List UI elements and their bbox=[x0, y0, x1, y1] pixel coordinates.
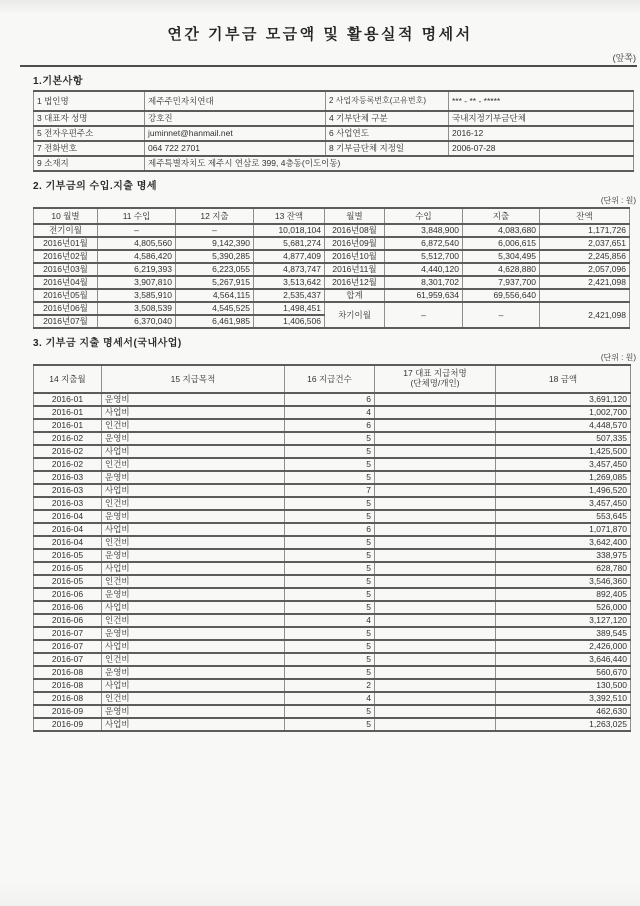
expense-month-cell: 2016-09 bbox=[34, 705, 102, 718]
expense-month-cell: 2016-02 bbox=[34, 445, 102, 458]
field-label-fiscal-year: 6 사업연도 bbox=[326, 126, 449, 141]
expense-row bbox=[34, 419, 631, 432]
expense-count-cell: 5 bbox=[285, 705, 375, 718]
expense-amount-cell: 3,457,450 bbox=[496, 458, 631, 471]
field-value-email: juminnet@hanmail.net bbox=[145, 126, 326, 141]
col-header-payee-line2: (단체명/개인) bbox=[410, 378, 460, 388]
field-label-phone: 7 전화번호 bbox=[34, 141, 145, 156]
total-balance-cell bbox=[540, 289, 630, 302]
income-cell: 3,508,539 bbox=[98, 302, 176, 315]
expense-row bbox=[34, 523, 631, 536]
expense-row bbox=[34, 549, 631, 562]
expense-month-cell: 2016-03 bbox=[34, 484, 102, 497]
col-header-payee-line1: 17 대표 지급처명 bbox=[403, 368, 467, 379]
expense-month-cell: 2016-01 bbox=[34, 406, 102, 419]
expense-cell: 5,267,915 bbox=[176, 276, 254, 289]
expense-payee-cell bbox=[375, 536, 496, 549]
field-label-email: 5 전자우편주소 bbox=[34, 126, 145, 141]
balance-cell: 4,873,747 bbox=[254, 263, 325, 276]
expense-payee-cell bbox=[375, 562, 496, 575]
income-cell: 3,585,910 bbox=[98, 289, 176, 302]
expense-payee-cell bbox=[375, 666, 496, 679]
expense-amount-cell: 338,975 bbox=[496, 549, 631, 562]
expense-payee-cell bbox=[375, 523, 496, 536]
expense-purpose-cell: 사업비 bbox=[102, 445, 285, 458]
expense-payee-cell bbox=[375, 588, 496, 601]
expense-month-cell: 2016-06 bbox=[34, 614, 102, 627]
expense-amount-cell: 2,426,000 bbox=[496, 640, 631, 653]
col-header-expense2: 지출 bbox=[463, 208, 540, 224]
expense-month-cell: 2016-08 bbox=[34, 679, 102, 692]
income-cell: 4,440,120 bbox=[385, 263, 463, 276]
expense-cell: 4,545,525 bbox=[176, 302, 254, 315]
expense-row bbox=[34, 445, 631, 458]
expense-row bbox=[34, 718, 631, 731]
expense-count-cell: 6 bbox=[285, 523, 375, 536]
expense-count-cell: 4 bbox=[285, 614, 375, 627]
expense-purpose-cell: 인건비 bbox=[102, 419, 285, 432]
col-header-month2: 월별 bbox=[325, 208, 385, 224]
balance-cell: 3,513,642 bbox=[254, 276, 325, 289]
month-cell: 2016년11월 bbox=[325, 263, 385, 276]
basic-info-table bbox=[33, 90, 634, 172]
expense-amount-cell: 892,405 bbox=[496, 588, 631, 601]
expense-month-cell: 2016-04 bbox=[34, 510, 102, 523]
expense-row bbox=[34, 666, 631, 679]
monthly-row bbox=[34, 224, 630, 237]
expense-month-cell: 2016-03 bbox=[34, 471, 102, 484]
month-cell: 2016년12월 bbox=[325, 276, 385, 289]
expense-count-cell: 6 bbox=[285, 393, 375, 406]
expense-month-cell: 2016-02 bbox=[34, 458, 102, 471]
expense-amount-cell: 1,263,025 bbox=[496, 718, 631, 731]
expense-amount-cell: 462,630 bbox=[496, 705, 631, 718]
month-cell: 2016년03월 bbox=[34, 263, 98, 276]
balance-cell: 1,498,451 bbox=[254, 302, 325, 315]
col-header-income: 11 수입 bbox=[98, 208, 176, 224]
expense-count-cell: 7 bbox=[285, 484, 375, 497]
expense-row bbox=[34, 497, 631, 510]
expense-cell: 7,937,700 bbox=[463, 276, 540, 289]
basic-info-heading: 1.기본사항 bbox=[33, 76, 83, 87]
expense-purpose-cell: 인건비 bbox=[102, 575, 285, 588]
expense-row bbox=[34, 510, 631, 523]
expense-amount-cell: 3,392,510 bbox=[496, 692, 631, 705]
col-header-month: 10 월별 bbox=[34, 208, 98, 224]
expense-payee-cell bbox=[375, 445, 496, 458]
expense-payee-cell bbox=[375, 393, 496, 406]
expense-month-cell: 2016-04 bbox=[34, 523, 102, 536]
income-cell: – bbox=[98, 224, 176, 237]
expense-cell: 5,390,285 bbox=[176, 250, 254, 263]
income-cell: 5,512,700 bbox=[385, 250, 463, 263]
expense-month-cell: 2016-06 bbox=[34, 588, 102, 601]
balance-cell: 2,421,098 bbox=[540, 276, 630, 289]
expense-month-cell: 2016-06 bbox=[34, 601, 102, 614]
expense-payee-cell bbox=[375, 601, 496, 614]
expense-row bbox=[34, 588, 631, 601]
expense-count-cell: 5 bbox=[285, 575, 375, 588]
expense-payee-cell bbox=[375, 471, 496, 484]
expense-cell: 4,628,880 bbox=[463, 263, 540, 276]
expense-row bbox=[34, 653, 631, 666]
expense-amount-cell: 553,645 bbox=[496, 510, 631, 523]
balance-cell: 1,171,726 bbox=[540, 224, 630, 237]
expense-month-cell: 2016-09 bbox=[34, 718, 102, 731]
income-cell: 4,586,420 bbox=[98, 250, 176, 263]
expense-month-cell: 2016-05 bbox=[34, 549, 102, 562]
month-cell: 2016년10월 bbox=[325, 250, 385, 263]
expense-payee-cell bbox=[375, 679, 496, 692]
expense-month-cell: 2016-05 bbox=[34, 575, 102, 588]
field-label-biz-reg-no: 2 사업자등록번호(고유번호) bbox=[326, 91, 449, 111]
income-cell: 6,370,040 bbox=[98, 315, 176, 328]
expense-month-cell: 2016-08 bbox=[34, 666, 102, 679]
expense-month-cell: 2016-03 bbox=[34, 497, 102, 510]
income-cell: 6,219,393 bbox=[98, 263, 176, 276]
col-header-purpose: 15 지급목적 bbox=[102, 365, 285, 393]
expense-count-cell: 5 bbox=[285, 562, 375, 575]
expense-month-cell: 2016-08 bbox=[34, 692, 102, 705]
field-value-biz-reg-no: *** - ** - ***** bbox=[449, 91, 634, 111]
expense-month-cell: 2016-07 bbox=[34, 627, 102, 640]
expense-row bbox=[34, 458, 631, 471]
expense-cell: 6,223,055 bbox=[176, 263, 254, 276]
expense-purpose-cell: 인건비 bbox=[102, 497, 285, 510]
expense-payee-cell bbox=[375, 614, 496, 627]
income-cell: 6,872,540 bbox=[385, 237, 463, 250]
balance-cell: 2,245,856 bbox=[540, 250, 630, 263]
month-cell: 2016년02월 bbox=[34, 250, 98, 263]
total-label-cell: 합계 bbox=[325, 289, 385, 302]
expense-row bbox=[34, 614, 631, 627]
field-label-org-type: 4 기부단체 구분 bbox=[326, 111, 449, 126]
expense-purpose-cell: 운영비 bbox=[102, 432, 285, 445]
expense-cell: 6,461,985 bbox=[176, 315, 254, 328]
expense-cell: 4,564,115 bbox=[176, 289, 254, 302]
total-expense-cell: 69,556,640 bbox=[463, 289, 540, 302]
expense-month-cell: 2016-04 bbox=[34, 536, 102, 549]
expense-row bbox=[34, 536, 631, 549]
balance-cell: 1,406,506 bbox=[254, 315, 325, 328]
expense-count-cell: 5 bbox=[285, 601, 375, 614]
expense-payee-cell bbox=[375, 497, 496, 510]
basic-row bbox=[34, 111, 634, 126]
unit-label-monthly: (단위 : 원) bbox=[600, 196, 636, 205]
basic-row bbox=[34, 91, 634, 111]
field-label-address: 9 소재지 bbox=[34, 156, 145, 171]
income-cell: 3,907,810 bbox=[98, 276, 176, 289]
expense-payee-cell bbox=[375, 549, 496, 562]
expense-cell: 4,083,680 bbox=[463, 224, 540, 237]
expense-amount-cell: 1,496,520 bbox=[496, 484, 631, 497]
month-cell: 전기이월 bbox=[34, 224, 98, 237]
expense-count-cell: 5 bbox=[285, 536, 375, 549]
field-label-representative: 3 대표자 성명 bbox=[34, 111, 145, 126]
expense-row bbox=[34, 575, 631, 588]
monthly-row bbox=[34, 250, 630, 263]
balance-cell: 4,877,409 bbox=[254, 250, 325, 263]
expense-payee-cell bbox=[375, 627, 496, 640]
expense-purpose-cell: 사업비 bbox=[102, 484, 285, 497]
expense-count-cell: 5 bbox=[285, 497, 375, 510]
carryover-expense-cell: – bbox=[463, 302, 540, 328]
expense-purpose-cell: 사업비 bbox=[102, 406, 285, 419]
expense-detail-table bbox=[33, 364, 631, 732]
expense-purpose-cell: 운영비 bbox=[102, 510, 285, 523]
monthly-row bbox=[34, 237, 630, 250]
expense-purpose-cell: 인건비 bbox=[102, 692, 285, 705]
expense-purpose-cell: 운영비 bbox=[102, 471, 285, 484]
basic-row bbox=[34, 156, 634, 171]
field-value-representative: 강호진 bbox=[145, 111, 326, 126]
expense-cell: 9,142,390 bbox=[176, 237, 254, 250]
col-header-expense-month: 14 지출월 bbox=[34, 365, 102, 393]
expense-count-cell: 5 bbox=[285, 445, 375, 458]
field-value-corp-name: 제주주민자치연대 bbox=[145, 91, 326, 111]
expense-row bbox=[34, 406, 631, 419]
expense-payee-cell bbox=[375, 653, 496, 666]
col-header-balance2: 잔액 bbox=[540, 208, 630, 224]
expense-purpose-cell: 운영비 bbox=[102, 705, 285, 718]
expense-row bbox=[34, 640, 631, 653]
expense-amount-cell: 628,780 bbox=[496, 562, 631, 575]
expense-payee-cell bbox=[375, 510, 496, 523]
expense-purpose-cell: 사업비 bbox=[102, 640, 285, 653]
expense-amount-cell: 560,670 bbox=[496, 666, 631, 679]
income-cell: 8,301,702 bbox=[385, 276, 463, 289]
expense-amount-cell: 3,646,440 bbox=[496, 653, 631, 666]
expense-count-cell: 2 bbox=[285, 679, 375, 692]
month-cell: 2016년01월 bbox=[34, 237, 98, 250]
field-value-org-type: 국내지정기부금단체 bbox=[449, 111, 634, 126]
expense-count-cell: 5 bbox=[285, 588, 375, 601]
basic-row bbox=[34, 126, 634, 141]
expense-cell: 5,304,495 bbox=[463, 250, 540, 263]
expense-payee-cell bbox=[375, 406, 496, 419]
expense-cell: – bbox=[176, 224, 254, 237]
expense-count-cell: 5 bbox=[285, 510, 375, 523]
col-header-expense: 12 지출 bbox=[176, 208, 254, 224]
expense-cell: 6,006,615 bbox=[463, 237, 540, 250]
expense-amount-cell: 1,425,500 bbox=[496, 445, 631, 458]
expense-payee-cell bbox=[375, 718, 496, 731]
field-value-address: 제주특별자치도 제주시 연삼로 399, 4층동(이도이동) bbox=[145, 156, 634, 171]
monthly-row bbox=[34, 276, 630, 289]
field-value-designation-date: 2006-07-28 bbox=[449, 141, 634, 156]
expense-row bbox=[34, 432, 631, 445]
expense-count-cell: 4 bbox=[285, 692, 375, 705]
total-income-cell: 61,959,634 bbox=[385, 289, 463, 302]
expense-count-cell: 5 bbox=[285, 718, 375, 731]
page-side-label: (앞쪽) bbox=[612, 53, 636, 63]
detail-section-heading: 3. 기부금 지출 명세서(국내사업) bbox=[33, 338, 182, 349]
expense-purpose-cell: 인건비 bbox=[102, 653, 285, 666]
expense-purpose-cell: 사업비 bbox=[102, 718, 285, 731]
income-cell: 4,805,560 bbox=[98, 237, 176, 250]
expense-amount-cell: 1,269,085 bbox=[496, 471, 631, 484]
col-header-count: 16 지급건수 bbox=[285, 365, 375, 393]
balance-cell: 2,535,437 bbox=[254, 289, 325, 302]
expense-count-cell: 5 bbox=[285, 471, 375, 484]
carryover-label-cell: 차기이월 bbox=[325, 302, 385, 328]
expense-amount-cell: 507,335 bbox=[496, 432, 631, 445]
expense-count-cell: 5 bbox=[285, 458, 375, 471]
expense-purpose-cell: 운영비 bbox=[102, 393, 285, 406]
col-header-amount: 18 금액 bbox=[496, 365, 631, 393]
unit-label-detail: (단위 : 원) bbox=[600, 353, 636, 362]
balance-cell: 2,057,096 bbox=[540, 263, 630, 276]
monthly-section-heading: 2. 기부금의 수입.지출 명세 bbox=[33, 181, 158, 192]
expense-amount-cell: 3,127,120 bbox=[496, 614, 631, 627]
balance-cell: 5,681,274 bbox=[254, 237, 325, 250]
expense-purpose-cell: 사업비 bbox=[102, 562, 285, 575]
expense-month-cell: 2016-01 bbox=[34, 393, 102, 406]
col-header-balance: 13 잔액 bbox=[254, 208, 325, 224]
expense-count-cell: 4 bbox=[285, 406, 375, 419]
expense-row bbox=[34, 471, 631, 484]
expense-count-cell: 5 bbox=[285, 640, 375, 653]
month-cell: 2016년08월 bbox=[325, 224, 385, 237]
expense-amount-cell: 389,545 bbox=[496, 627, 631, 640]
expense-purpose-cell: 인건비 bbox=[102, 614, 285, 627]
expense-purpose-cell: 운영비 bbox=[102, 549, 285, 562]
month-cell: 2016년09월 bbox=[325, 237, 385, 250]
expense-purpose-cell: 사업비 bbox=[102, 601, 285, 614]
monthly-header-row bbox=[34, 208, 630, 224]
month-cell: 2016년04월 bbox=[34, 276, 98, 289]
carryover-income-cell: – bbox=[385, 302, 463, 328]
month-cell: 2016년06월 bbox=[34, 302, 98, 315]
expense-amount-cell: 130,500 bbox=[496, 679, 631, 692]
carryover-balance-cell: 2,421,098 bbox=[540, 302, 630, 328]
expense-amount-cell: 3,546,360 bbox=[496, 575, 631, 588]
expense-payee-cell bbox=[375, 419, 496, 432]
income-cell: 3,848,900 bbox=[385, 224, 463, 237]
field-label-corp-name: 1 법인명 bbox=[34, 91, 145, 111]
expense-purpose-cell: 운영비 bbox=[102, 588, 285, 601]
expense-month-cell: 2016-05 bbox=[34, 562, 102, 575]
expense-purpose-cell: 인건비 bbox=[102, 536, 285, 549]
expense-count-cell: 5 bbox=[285, 432, 375, 445]
expense-payee-cell bbox=[375, 458, 496, 471]
expense-purpose-cell: 운영비 bbox=[102, 666, 285, 679]
expense-amount-cell: 526,000 bbox=[496, 601, 631, 614]
expense-payee-cell bbox=[375, 692, 496, 705]
expense-amount-cell: 3,642,400 bbox=[496, 536, 631, 549]
monthly-income-expense-table bbox=[33, 207, 630, 329]
expense-payee-cell bbox=[375, 575, 496, 588]
monthly-row bbox=[34, 263, 630, 276]
expense-row bbox=[34, 601, 631, 614]
page-title: 연간 기부금 모금액 및 활용실적 명세서 bbox=[167, 26, 473, 43]
expense-month-cell: 2016-02 bbox=[34, 432, 102, 445]
col-header-income2: 수입 bbox=[385, 208, 463, 224]
expense-amount-cell: 1,071,870 bbox=[496, 523, 631, 536]
expense-row bbox=[34, 484, 631, 497]
expense-month-cell: 2016-01 bbox=[34, 419, 102, 432]
monthly-row bbox=[34, 289, 630, 302]
basic-row bbox=[34, 141, 634, 156]
expense-amount-cell: 3,691,120 bbox=[496, 393, 631, 406]
expense-row bbox=[34, 692, 631, 705]
balance-cell: 2,037,651 bbox=[540, 237, 630, 250]
top-divider bbox=[20, 65, 637, 67]
expense-amount-cell: 4,448,570 bbox=[496, 419, 631, 432]
field-value-phone: 064 722 2701 bbox=[145, 141, 326, 156]
field-label-designation-date: 8 기부금단체 지정일 bbox=[326, 141, 449, 156]
month-cell: 2016년07월 bbox=[34, 315, 98, 328]
expense-purpose-cell: 사업비 bbox=[102, 679, 285, 692]
field-value-fiscal-year: 2016-12 bbox=[449, 126, 634, 141]
monthly-row bbox=[34, 302, 630, 315]
expense-payee-cell bbox=[375, 640, 496, 653]
expense-count-cell: 5 bbox=[285, 549, 375, 562]
col-header-payee bbox=[375, 365, 496, 393]
expense-count-cell: 5 bbox=[285, 653, 375, 666]
expense-payee-cell bbox=[375, 432, 496, 445]
expense-row bbox=[34, 627, 631, 640]
expense-purpose-cell: 사업비 bbox=[102, 523, 285, 536]
expense-payee-cell bbox=[375, 484, 496, 497]
expense-count-cell: 5 bbox=[285, 627, 375, 640]
expense-month-cell: 2016-07 bbox=[34, 640, 102, 653]
detail-header-row bbox=[34, 365, 631, 393]
expense-row bbox=[34, 562, 631, 575]
expense-purpose-cell: 운영비 bbox=[102, 627, 285, 640]
expense-row bbox=[34, 705, 631, 718]
expense-month-cell: 2016-07 bbox=[34, 653, 102, 666]
expense-count-cell: 6 bbox=[285, 419, 375, 432]
expense-row bbox=[34, 393, 631, 406]
balance-cell: 10,018,104 bbox=[254, 224, 325, 237]
expense-count-cell: 5 bbox=[285, 666, 375, 679]
expense-amount-cell: 1,002,700 bbox=[496, 406, 631, 419]
month-cell: 2016년05월 bbox=[34, 289, 98, 302]
expense-row bbox=[34, 679, 631, 692]
expense-purpose-cell: 인건비 bbox=[102, 458, 285, 471]
expense-payee-cell bbox=[375, 705, 496, 718]
expense-amount-cell: 3,457,450 bbox=[496, 497, 631, 510]
